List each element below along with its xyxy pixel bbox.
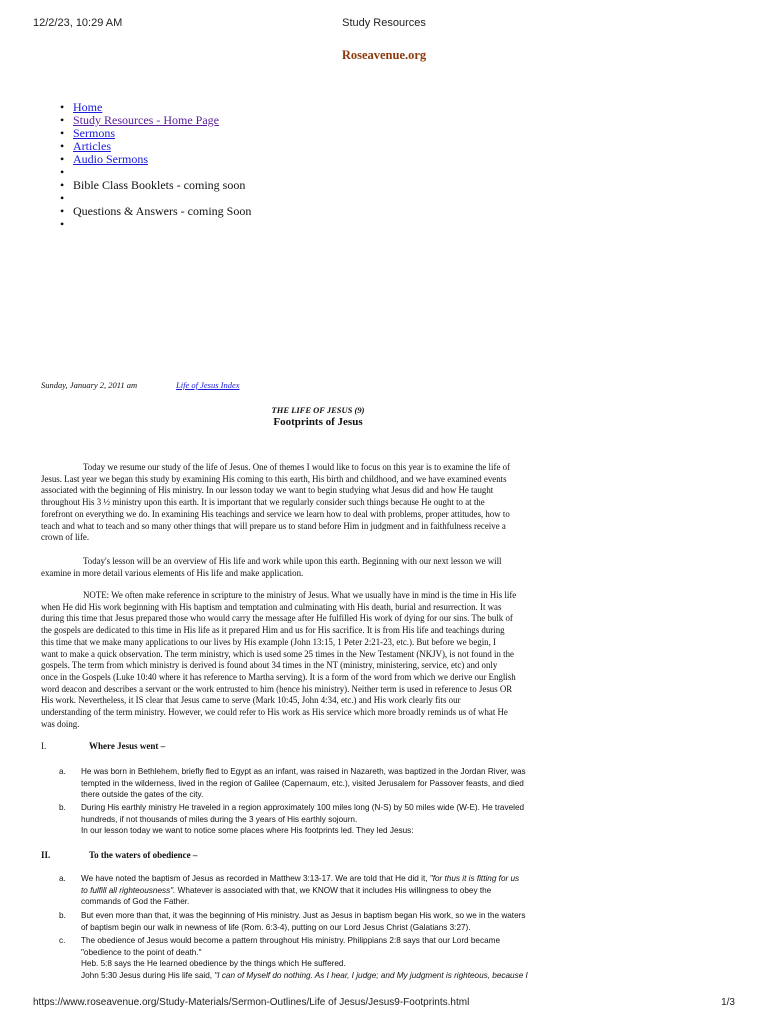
nav-link-study-resources[interactable]: Study Resources - Home Page [73, 113, 219, 127]
nav-text-bible-class: Bible Class Booklets - coming soon [73, 178, 246, 192]
site-name: Roseavenue.org [341, 48, 427, 62]
nav-link-audio-sermons[interactable]: Audio Sermons [73, 152, 148, 166]
nav-link-sermons[interactable]: Sermons [73, 126, 115, 140]
section-heading-1: I. Where Jesus went – [41, 741, 166, 751]
nav-item-empty-3 [73, 218, 251, 231]
paragraph-intro: Today we resume our study of the life of Jesus. One of themes I would like to focus on this year is to examine the life of Jesus. Last year we began this study by examining His coming to this earth, His birth and childhood, and we have examined events associated with the beginning of His ministry. In our lesson today we want to begin studying what Jesus did and how He taught throughout His 3 ½ ministry upon this earth. It is important that we regularly consider such things because He ought to at the forefront on everything we do. In examining His teachings and service we learn how to deal with problems, proper attitudes, how to teach and what to teach and so many other things that will prepare us to stand before Him in judgment and in faithfulness receive a crown of life. [41, 462, 510, 543]
article-title: Footprints of Jesus [273, 416, 363, 428]
section2-item-b: b. But even more than that, it was the beginning of His ministry. Just as Jesus in baptism began His work, so we in the waters of baptism begin our walk in newness of life (Rom. 6:3-4), putting on our Lord Jesus Christ (Galatians 3:27). [59, 911, 526, 932]
section1-item-b: b. During His earthly ministry He traveled in a region approximately 100 miles long (N-S) by 50 miles wide (W-E). He traveled hundreds, if not thousands of miles during the 3 years of His earthly sojourn. In our lesson today we want to notice some places where His footprints led. They led Jesus: [59, 803, 525, 835]
section2-item-c: c. The obedience of Jesus would become a pattern throughout His ministry. Philippians 2:8 says that our Lord became "obedience to the point of death." Heb. 5:8 says the He learned obedience by the things which He suffered. John 5:30 Jesus during His life said, "I can of Myself do nothing. As I hear, I judge; and My judgment is righteous, because I [59, 936, 528, 980]
nav-item-qa [73, 205, 251, 218]
life-of-jesus-index-link[interactable]: Life of Jesus Index [176, 380, 240, 390]
print-datetime: 12/2/23, 10:29 AM [33, 17, 123, 29]
nav-link-articles[interactable]: Articles [73, 139, 111, 153]
nav-link-home[interactable]: Home [73, 100, 103, 114]
print-page-number: 1/3 [721, 997, 735, 1008]
section1-item-a: a. He was born in Bethlehem, briefly fled to Egypt as an infant, was raised in Nazareth, was baptized in the Jordan River, was tempted in the wilderness, lived in the region of Galilee (Capernaum, etc.), visited Jerusalem for Passover feasts, and died there outside the gates of the city. [59, 767, 526, 799]
article-date: Sunday, January 2, 2011 am [41, 380, 138, 390]
section-heading-2: II. To the waters of obedience – [41, 850, 198, 860]
paragraph-overview: Today's lesson will be an overview of His life and work while upon this earth. Beginning with our next lesson we will examine in more detail various elements of His life and make application. [41, 556, 502, 578]
paragraph-note: NOTE: We often make reference in scripture to the ministry of Jesus. What we usually have in mind is the time in His life when He did His work beginning with His baptism and temptation and culminating with His death, burial and resurrection. It was during this time that Jesus prepared those who would carry the message after He fulfilled His work of dying for our sins. The bulk of the gospels are dedicated to this time in His life as it prepared Him and us for His sacrifice. It is from His life and teachings during this time that we make many applications to our lives by His example (John 13:15, 1 Peter 2:21-23, etc.). But before we begin, I want to make a quick observation. The term ministry, which is used some 25 times in the New Testament (NKJV), is not found in the gospels. The term from which ministry is derived is found about 34 times in the NT (ministry, ministering, service, etc) and only once in the Gospels (Luke 10:40 where it has reference to Martha serving). It is a form of the word from which we derive our English word deacon and describes a servant or the work entrusted to him (hence his ministry). Neither term is used in reference to Jesus OR His work. Nevertheless, it IS clear that Jesus came to serve (Mark 10:45, John 4:34, etc.) and His work clearly fits our understanding of the term ministry. However, we could refer to His work as His service which more broadly reminds us of what He was doing. [41, 590, 517, 729]
section2-item-a: a. We have noted the baptism of Jesus as recorded in Matthew 3:13-17. We are told that He did it, "for thus it is fitting for us to fulfill all righteousness". Whatever is associated with that, we KNOW that it includes His willingness to obey the commands of God the Father. [59, 874, 520, 906]
print-footer-url: https://www.roseavenue.org/Study-Materials/Sermon-Outlines/Life of Jesus/Jesus9-Footprints.html [33, 997, 470, 1008]
article-subtitle: THE LIFE OF JESUS (9) [271, 405, 365, 415]
print-page-title: Study Resources [342, 17, 426, 29]
nav-text-qa: Questions & Answers - coming Soon [73, 204, 252, 218]
nav-item-bible-class [73, 179, 251, 192]
nav-item-audio-sermons [73, 153, 251, 166]
site-nav [73, 101, 251, 231]
